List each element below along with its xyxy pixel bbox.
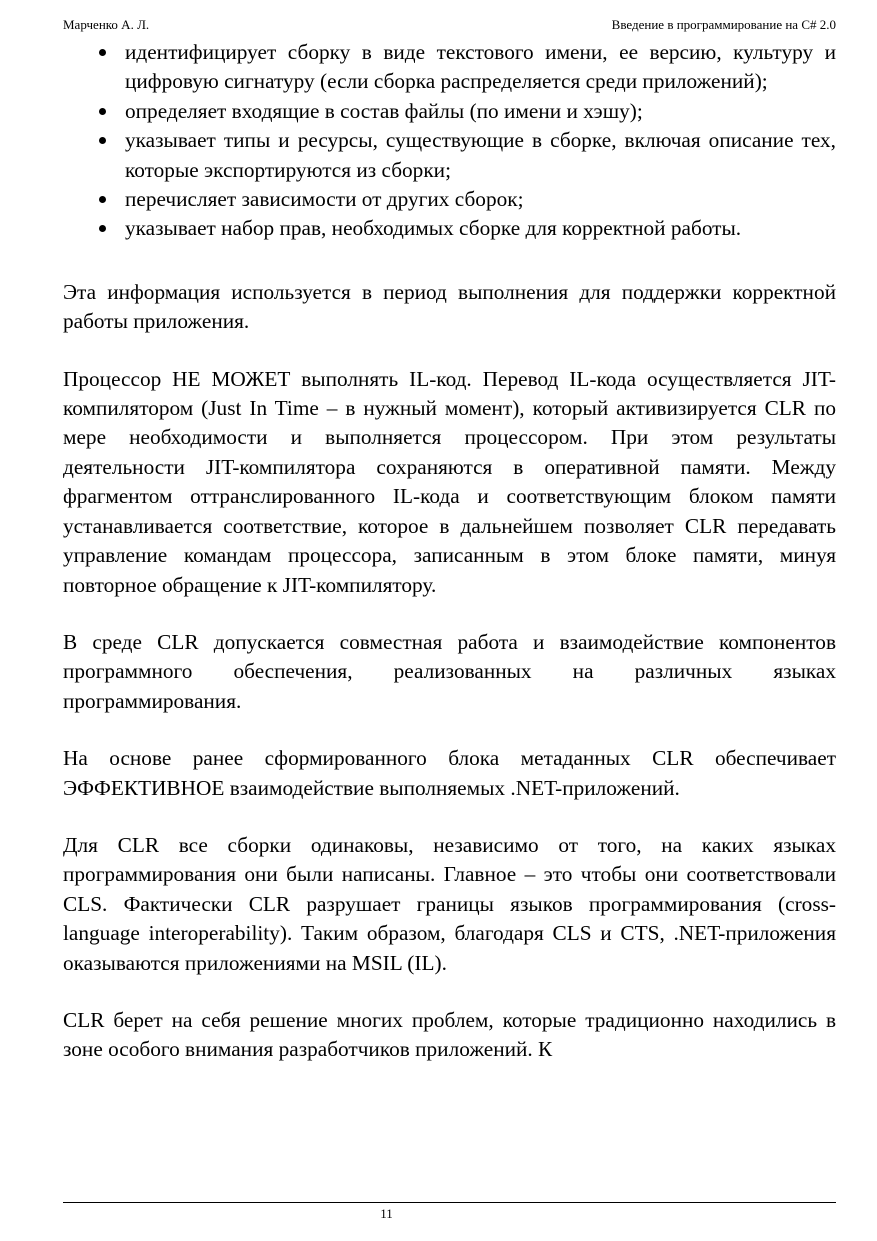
list-item — [63, 214, 836, 243]
list-item-text: перечисляет зависимости от других сборок; — [125, 187, 524, 212]
list-item-text: идентифицирует сборку в виде текстового имени, ее версию, культуру и цифровую сигнатуру (если сборка распределяется среди приложений); — [125, 40, 836, 94]
paragraph: CLR берет на себя решение многих проблем, которые традиционно находились в зоне особого внимания разработчиков приложений. К — [63, 1007, 836, 1062]
page-number: 11 — [380, 1206, 393, 1221]
bullet-icon — [99, 137, 106, 144]
page-header — [63, 17, 836, 35]
list-item-text: указывает набор прав, необходимых сборке для корректной работы. — [125, 216, 742, 241]
paragraph: Эта информация используется в период выполнения для поддержки корректной работы приложения. — [63, 279, 836, 334]
paragraph: На основе ранее сформированного блока метаданных CLR обеспечивает ЭФФЕКТИВНОЕ взаимодействие выполняемых .NET-приложений. — [63, 746, 836, 800]
list-item-text: указывает типы и ресурсы, существующие в сборке, включая описание тех, которые экспортируются из сборки; — [125, 128, 836, 182]
header-author: Марченко А. Л. — [63, 17, 150, 32]
bullet-icon — [99, 225, 106, 232]
list-item-text: определяет входящие в состав файлы (по имени и хэшу); — [125, 98, 643, 123]
paragraph: В среде CLR допускается совместная работа и взаимодействие компонентов программного обеспечения, реализованных на различных языках программирования. — [63, 629, 836, 713]
page-body — [63, 38, 836, 1065]
list-item — [63, 97, 836, 126]
bullet-list — [63, 38, 836, 244]
header-book-title: Введение в программирование на C# 2.0 — [611, 17, 836, 32]
paragraph: Процессор НЕ МОЖЕТ выполнять IL-код. Перевод IL-кода осуществляется JIT-компилятором (Just In Time – в нужный момент), который активизируется CLR по мере необходимости и выполняется процессором. При этом результаты деятельности JIT-компилятора сохраняются в оперативной памяти. Между фрагментом оттранслированного IL-кода и соответствующим блоком памяти устанавливается соответствие, которое в дальнейшем позволяет CLR передавать управление командам процессора, записанным в этом блоке памяти, минуя повторное обращение к JIT-компилятору. — [63, 366, 836, 597]
list-item — [63, 38, 836, 97]
bullet-icon — [99, 108, 106, 115]
bullet-icon — [99, 196, 106, 203]
paragraph: Для CLR все сборки одинаковы, независимо от того, на каких языках программирования они были написаны. Главное – это чтобы они соответствовали CLS. Фактически CLR разрушает границы языков программирования (cross-language interoperability). Таким образом, благодаря CLS и CTS, .NET-приложения оказываются приложениями на MSIL (IL). — [63, 832, 836, 975]
footer-rule — [63, 1202, 836, 1203]
list-item — [63, 126, 836, 185]
list-item — [63, 185, 836, 214]
bullet-icon — [99, 49, 106, 56]
